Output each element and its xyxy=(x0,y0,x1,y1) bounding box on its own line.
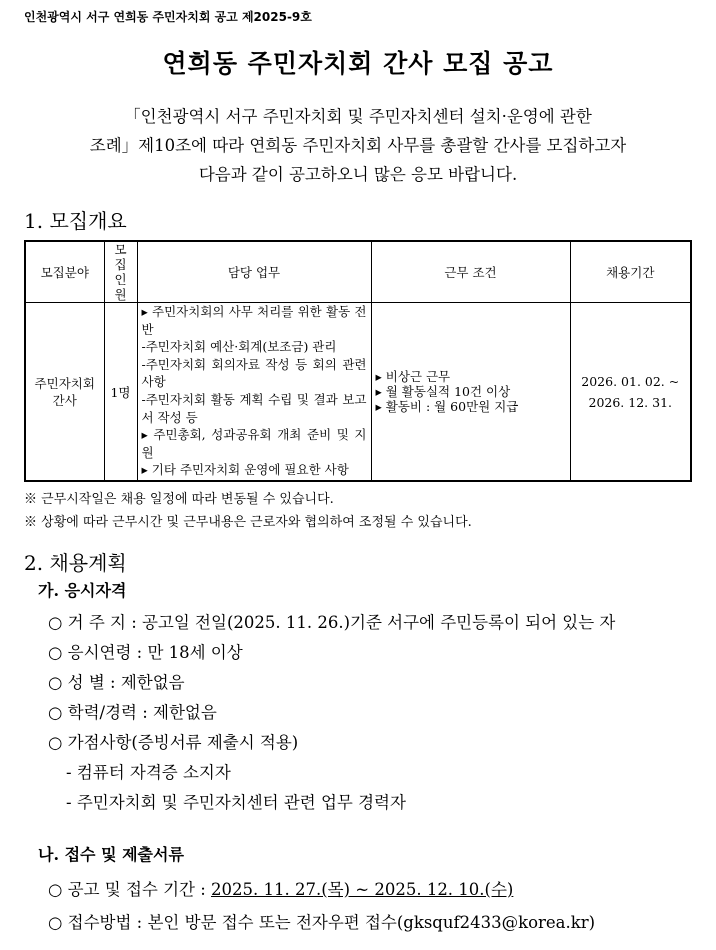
condition-item: ▸ 월 활동실적 10건 이상 xyxy=(375,384,511,399)
header-field: 모집분야 xyxy=(25,241,104,303)
header-conditions: 근무 조건 xyxy=(371,241,570,303)
application-period xyxy=(48,876,513,900)
intro-line: 「인천광역시 서구 주민자치회 및 주민자치센터 설치·운영에 관한 xyxy=(124,107,592,126)
header-duties: 담당 업무 xyxy=(137,241,371,303)
intro-line: 조례」제10조에 따라 연희동 주민자치회 사무를 총괄할 간사를 모집하고자 xyxy=(89,136,627,155)
duty-item: -주민자치회 활동 계획 수립 및 결과 보고서 작성 등 xyxy=(141,391,367,425)
period-label: ○ 공고 및 접수 기간 : xyxy=(48,880,211,899)
subsection-a-title: 가. 응시자격 xyxy=(38,581,127,600)
condition-item: ▸ 비상근 근무 xyxy=(375,369,451,384)
cell-conditions xyxy=(371,303,570,482)
notice-number: 인천광역시 서구 연희동 주민자치회 공고 제2025-9호 xyxy=(24,10,312,24)
section-2-title: 2. 채용계획 xyxy=(24,551,127,575)
bonus-item: - 주민자치회 및 주민자치센터 관련 업무 경력자 xyxy=(66,793,406,812)
application-method: ○ 접수방법 : 본인 방문 접수 또는 전자우편 접수(gksquf2433@korea.kr) xyxy=(48,913,596,932)
header-period: 채용기간 xyxy=(570,241,691,303)
note-work-hours: ※ 상황에 따라 근무시간 및 근무내용은 근로자와 협의하여 조정될 수 있습니다. xyxy=(24,515,472,530)
subsection-b-title: 나. 접수 및 제출서류 xyxy=(38,845,184,864)
duty-item: ▸ 주민총회, 성과공유회 개최 준비 및 지원 xyxy=(141,427,367,460)
intro-paragraph xyxy=(20,102,696,189)
cell-count: 1명 xyxy=(104,303,137,482)
bonus-item: - 컴퓨터 자격증 소지자 xyxy=(66,763,231,782)
qualification-gender: ○ 성 별 : 제한없음 xyxy=(48,673,185,692)
duty-item: ▸ 주민자치회의 사무 처리를 위한 활동 전반 xyxy=(141,304,367,337)
note-start-date: ※ 근무시작일은 채용 일정에 따라 변동될 수 있습니다. xyxy=(24,492,334,507)
duty-item: ▸ 기타 주민자치회 운영에 필요한 사항 xyxy=(141,462,349,478)
period-end: 2026. 12. 31. xyxy=(588,394,672,410)
page-title: 연희동 주민자치회 간사 모집 공고 xyxy=(162,49,554,78)
period-value: 2025. 11. 27.(목) ~ 2025. 12. 10.(수) xyxy=(211,880,514,899)
header-count: 모집 인원 xyxy=(104,241,137,303)
qualification-bonus: ○ 가점사항(증빙서류 제출시 적용) xyxy=(48,733,299,752)
duty-item: -주민자치회 회의자료 작성 등 회의 관련 사항 xyxy=(141,356,367,390)
qualification-age: ○ 응시연령 : 만 18세 이상 xyxy=(48,643,243,662)
cell-duties xyxy=(137,303,371,482)
cell-field: 주민자치회 간사 xyxy=(25,303,104,482)
table-header-row xyxy=(25,241,691,303)
section-1-title: 1. 모집개요 xyxy=(24,209,127,233)
recruitment-table xyxy=(24,240,692,482)
cell-period xyxy=(570,303,691,482)
qualification-education: ○ 학력/경력 : 제한없음 xyxy=(48,703,217,722)
condition-item: ▸ 활동비 : 월 60만원 지급 xyxy=(375,399,519,414)
intro-line: 다음과 같이 공고하오니 많은 응모 바랍니다. xyxy=(198,165,518,184)
table-row xyxy=(25,303,691,482)
qualification-residence: ○ 거 주 지 : 공고일 전일(2025. 11. 26.)기준 서구에 주민등록이 되어 있는 자 xyxy=(48,613,616,632)
duty-item: -주민자치회 예산·회계(보조금) 관리 xyxy=(141,339,337,355)
period-start: 2026. 01. 02. ~ xyxy=(581,373,680,389)
